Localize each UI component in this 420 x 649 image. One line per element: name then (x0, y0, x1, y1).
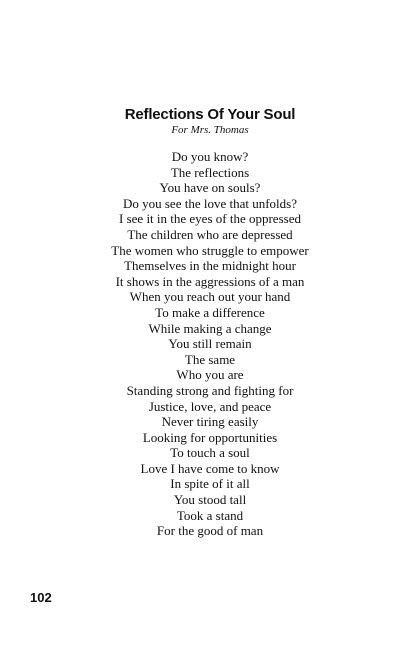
poem-line: Themselves in the midnight hour (124, 258, 296, 274)
poem-line: Justice, love, and peace (148, 398, 272, 414)
poem-line: While making a change (148, 320, 272, 336)
poem-line: Do you see the love that unfolds? (122, 195, 297, 211)
poem-title: Reflections Of Your Soul (124, 106, 296, 123)
poem-line: It shows in the aggressions of a man (115, 273, 305, 289)
poem-line: When you reach out your hand (129, 289, 291, 305)
poem-line: You stood tall (173, 492, 247, 508)
poem-line: For the good of man (156, 523, 264, 539)
poem-line: Standing strong and fighting for (126, 382, 294, 398)
poem-line: Who you are (176, 367, 244, 383)
poem-line: To touch a soul (170, 445, 250, 461)
poem-line: You still remain (168, 336, 252, 352)
poem-line: To make a difference (155, 304, 265, 320)
poem-dedication: For Mrs. Thomas (171, 124, 249, 136)
poem-line: The reflections (170, 164, 250, 180)
poem-line: In spite of it all (170, 476, 250, 492)
page-number: 102 (30, 590, 52, 605)
poem-line: Took a stand (176, 507, 244, 523)
poem-line: You have on souls? (159, 180, 261, 196)
poem-line: The same (184, 351, 236, 367)
poem-line: The children who are depressed (127, 226, 293, 242)
poem-line: The women who struggle to empower (111, 242, 309, 258)
poem-line: Do you know? (171, 149, 249, 164)
poem-body (0, 149, 420, 539)
poem-line: I see it in the eyes of the oppressed (119, 211, 301, 227)
poem-line: Never tiring easily (161, 414, 259, 430)
poem-line: Love I have come to know (140, 460, 280, 476)
poem-line: Looking for opportunities (142, 429, 278, 445)
